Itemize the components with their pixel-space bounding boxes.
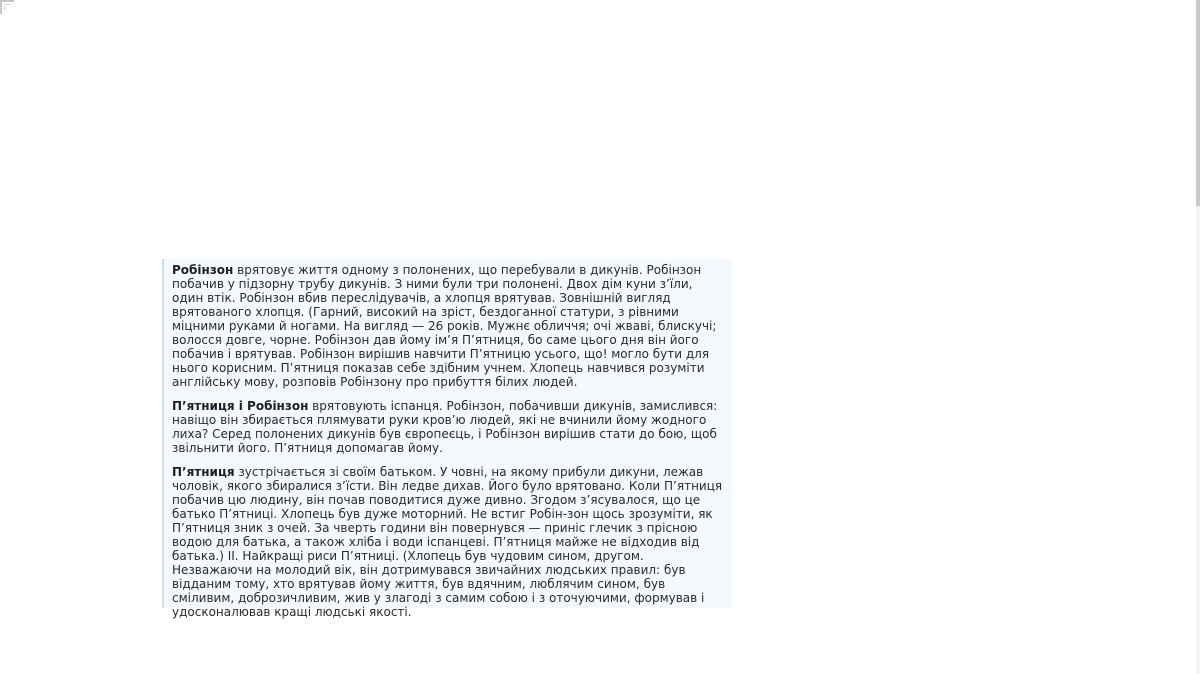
corner-crop-mark: [0, 0, 14, 14]
paragraph-friday-and-robinson: [172, 399, 726, 455]
paragraph-body: зустрічається зі своїм батьком. У човні, на якому прибули дикуни, лежав чоловік, якого збиралися з’їсти. Він ледве дихав. Його було врятовано. Коли П’ятниця побачив цю людину, він почав поводитися дуже дивно. Згодом з’ясувалося, що це батько П’ятниці. Хлопець був дуже моторний. Не встиг Робін-зон щось зрозуміти, як П’ятниця зник з очей. За чверть години він повернувся — приніс глечик з прісною водою для батька, а також хліба і води іспанцеві. П’ятниця майже не відходив від батька.) II. Найкращі риси П’ятниці. (Хлопець був чудовим сином, другом. Незважаючи на молодий вік, він дотримувався звичайних людських правил: був відданим тому, хто врятував йому життя, був вдячним, люблячим сином, був сміливим, доброзичливим, жив у злагоді з самим собою і з оточуючими, формував і удосконалював кращі людські якості.: [172, 465, 723, 619]
vertical-scrollbar[interactable]: [1196, 0, 1200, 674]
paragraph-body: врятовує життя одному з полонених, що перебували в дикунів. Робінзон побачив у підзорну трубу дикунів. З ними були три полонені. Двох дім куни з’їли, один втік. Робінзон вбив переслідувачів, а хлопця врятував. Зовнішній вигляд врятованого хлопця. (Гарний, високий на зріст, бездоганної статури, з рівними міцними руками й ногами. На вигляд — 26 років. Мужнє обличчя; очі жваві, блискучі; волосся довге, чорне. Робінзон дав йому ім’я П’ятниця, бо саме цього дня він його побачив і врятував. Робінзон вирішив навчити П’ятницю усього, що! могло бути для нього корисним. П’ятниця показав себе здібним учнем. Хлопець навчився розуміти англійську мову, розповів Робінзону про прибуття білих людей.: [172, 263, 717, 389]
paragraph-robinson-saves: [172, 263, 726, 389]
paragraph-lead: Робінзон: [172, 263, 234, 277]
paragraph-body: врятовують іспанця. Робінзон, побачивши дикунів, замислився: навіщо він збирається плямувати руки кров’ю людей, які не вчинили йому жодного лиха? Серед полонених дикунів був європеєць, і Робінзон вирішив стати до бою, щоб звільнити його. П’ятниця допомагав йому.: [172, 399, 718, 455]
paragraph-friday-meets-father: [172, 465, 726, 619]
paragraph-lead: П’ятниця і Робінзон: [172, 399, 309, 413]
paragraph-lead: П’ятниця: [172, 465, 235, 479]
scrollbar-thumb[interactable]: [1196, 0, 1200, 206]
article-text-block: [162, 259, 732, 619]
